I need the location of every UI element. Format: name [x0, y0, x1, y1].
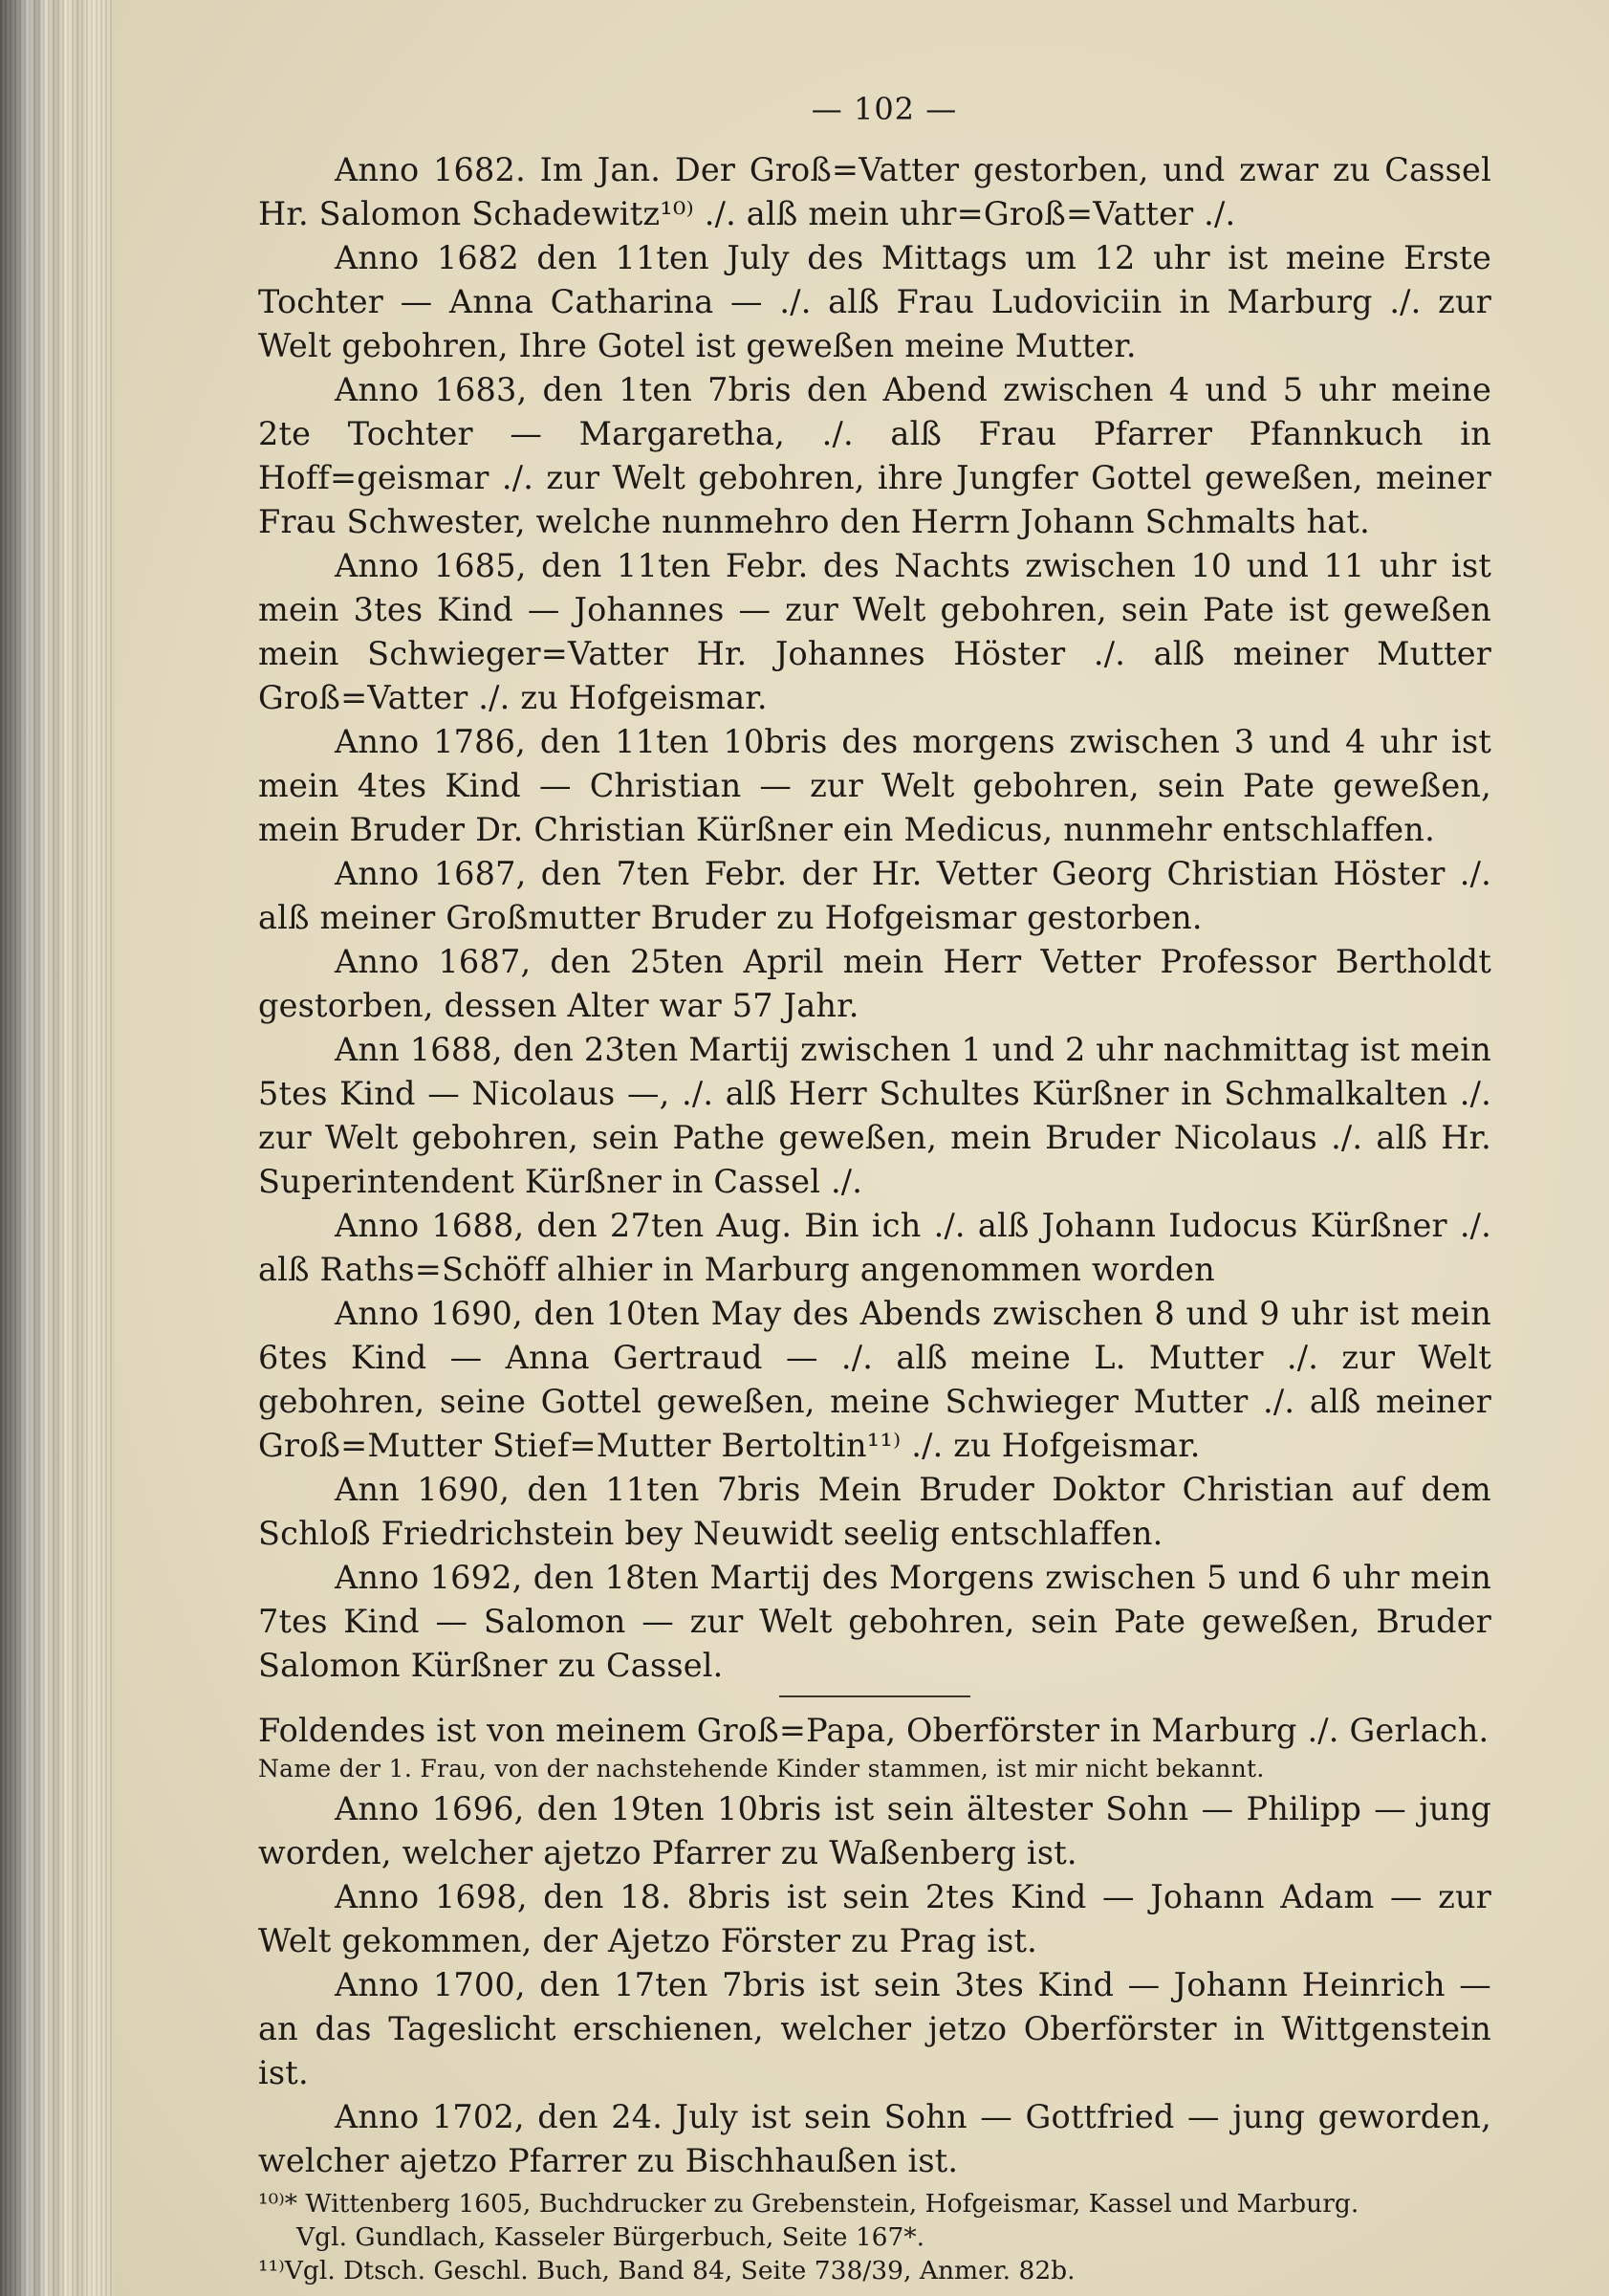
footnote-11: ¹¹⁾Vgl. Dtsch. Geschl. Buch, Band 84, Seite 738/39, Anmer. 82b. — [258, 2256, 1076, 2285]
footnote-10: ¹⁰⁾* Wittenberg 1605, Buchdrucker zu Grebenstein, Hofgeismar, Kassel und Marburg. — [258, 2189, 1359, 2219]
paragraph: Anno 1685, den 11ten Febr. des Nachts zwischen 10 und 11 uhr ist mein 3tes Kind — Johannes — zur Welt gebohren, sein Pate ist geweßen mein Schwieger=Vatter Hr. Johannes Höster ./. alß meiner Mutter Groß=Vatter ./. zu Hofgeismar. — [258, 547, 1491, 716]
paragraph: Anno 1692, den 18ten Martij des Morgens zwischen 5 und 6 uhr mein 7tes Kind — Salomon — zur Welt gebohren, sein Pate geweßen, Bruder Salomon Kürßner zu Cassel. — [258, 1559, 1491, 1684]
paragraph: Anno 1688, den 27ten Aug. Bin ich ./. alß Johann Iudocus Kürßner ./. alß Raths=Schöff alhier in Marburg angenommen worden — [258, 1207, 1491, 1288]
page-number: — 102 — — [811, 91, 958, 127]
paragraph: Anno 1687, den 25ten April mein Herr Vetter Professor Bertholdt gestorben, dessen Alter war 57 Jahr. — [258, 943, 1491, 1024]
footnote-10-continuation: Vgl. Gundlach, Kasseler Bürgerbuch, Seite 167*. — [296, 2222, 925, 2252]
paragraph: Anno 1690, den 10ten May des Abends zwischen 8 und 9 uhr ist mein 6tes Kind — Anna Gertraud — ./. alß meine L. Mutter ./. zur Welt gebohren, seine Gottel geweßen, meine Schwieger Mutter ./. alß meiner Groß=Mutter Stief=Mutter Bertoltin¹¹⁾ ./. zu Hofgeismar. — [258, 1295, 1491, 1464]
paragraph: Anno 1702, den 24. July ist sein Sohn — Gottfried — jung geworden, welcher ajetzo Pfarrer zu Bischhaußen ist. — [258, 2098, 1491, 2179]
paragraph: Anno 1700, den 17ten 7bris ist sein 3tes Kind — Johann Heinrich — an das Tageslicht erschienen, welcher jetzo Oberförster in Wittgenstein ist. — [258, 1966, 1491, 2091]
paragraph: Anno 1682 den 11ten July des Mittags um 12 uhr ist meine Erste Tochter — Anna Catharina — ./. alß Frau Ludoviciin in Marburg ./. zur Welt gebohren, Ihre Gotel ist geweßen meine Mutter. — [258, 239, 1491, 364]
section-divider — [779, 1695, 970, 1697]
paragraph: Anno 1696, den 19ten 10bris ist sein ältester Sohn — Philipp — jung worden, welcher ajetzo Pfarrer zu Waßenberg ist. — [258, 1790, 1491, 1871]
paragraph: Anno 1687, den 7ten Febr. der Hr. Vetter Georg Christian Höster ./. alß meiner Großmutter Bruder zu Hofgeismar gestorben. — [258, 855, 1491, 936]
paragraph: Ann 1688, den 23ten Martij zwischen 1 und 2 uhr nachmittag ist mein 5tes Kind — Nicolaus —, ./. alß Herr Schultes Kürßner in Schmalkalten ./. zur Welt gebohren, sein Pathe geweßen, mein Bruder Nicolaus ./. alß Hr. Superintendent Kürßner in Cassel ./. — [258, 1031, 1491, 1200]
paragraph: Anno 1786, den 11ten 10bris des morgens zwischen 3 und 4 uhr ist mein 4tes Kind — Christian — zur Welt gebohren, sein Pate geweßen, mein Bruder Dr. Christian Kürßner ein Medicus, nunmehr entschlaffen. — [258, 723, 1491, 848]
paragraph: Anno 1682. Im Jan. Der Groß=Vatter gestorben, und zwar zu Cassel Hr. Salomon Schadewitz¹⁰⁾ ./. alß mein uhr=Groß=Vatter ./. — [258, 151, 1491, 232]
paragraph: Ann 1690, den 11ten 7bris Mein Bruder Doktor Christian auf dem Schloß Friedrichstein bey Neuwidt seelig entschlaffen. — [258, 1471, 1491, 1552]
paragraph: Anno 1683, den 1ten 7bris den Abend zwischen 4 und 5 uhr meine 2te Tochter — Margaretha, ./. alß Frau Pfarrer Pfannkuch in Hoff=geismar ./. zur Welt gebohren, ihre Jungfer Gottel geweßen, meiner Frau Schwester, welche nunmehro den Herrn Johann Schmalts hat. — [258, 371, 1491, 540]
paragraph: Anno 1698, den 18. 8bris ist sein 2tes Kind — Johann Adam — zur Welt gekommen, der Ajetzo Förster zu Prag ist. — [258, 1878, 1491, 1959]
page-content — [258, 91, 1491, 2287]
book-spine-edge — [0, 0, 115, 2296]
section-heading: Foldendes ist von meinem Groß=Papa, Oberförster in Marburg ./. Gerlach. — [258, 1712, 1489, 1749]
book-page — [115, 0, 1609, 2296]
section-note: Name der 1. Frau, von der nachstehende Kinder stammen, ist mir nicht bekannt. — [258, 1755, 1265, 1782]
footnotes — [258, 2187, 1491, 2287]
